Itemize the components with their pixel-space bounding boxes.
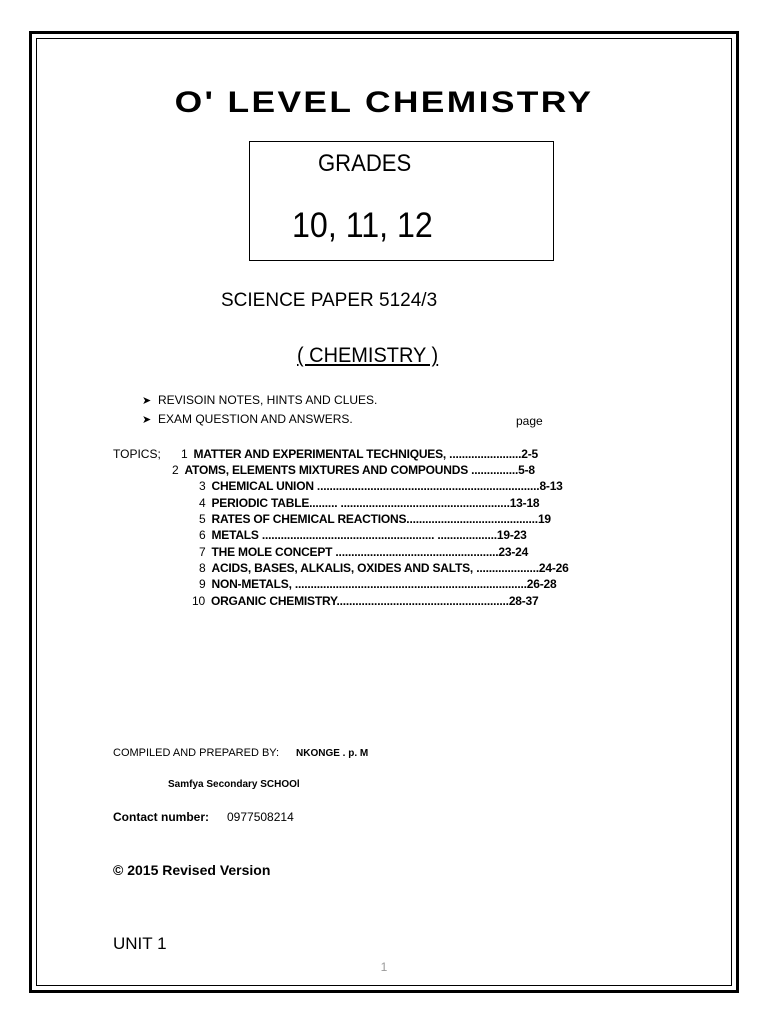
- topics-label: TOPICS;: [113, 447, 161, 461]
- grades-label: GRADES: [318, 150, 412, 177]
- toc-entry: 7 THE MOLE CONCEPT ....................................................23-24: [199, 545, 529, 559]
- toc-entry: 5 RATES OF CHEMICAL REACTIONS..........................................19: [199, 512, 551, 526]
- bullet-text: REVISOIN NOTES, HINTS AND CLUES.: [158, 393, 378, 407]
- document-title: O' LEVEL CHEMISTRY: [174, 86, 594, 119]
- contact-label: Contact number:: [113, 810, 209, 824]
- arrow-bullet-icon: ➤: [142, 414, 152, 426]
- toc-entry: 6 METALS ....................................................... ...................19-23: [199, 528, 527, 542]
- author-name: NKONGE . p. M: [296, 748, 369, 759]
- toc-entry: 9 NON-METALS, ..........................................................................26-28: [199, 577, 557, 591]
- paper-code: SCIENCE PAPER 5124/3: [221, 290, 438, 311]
- compiled-by-label: COMPILED AND PREPARED BY:: [113, 747, 280, 759]
- bullet-item: [142, 412, 353, 426]
- unit-heading: UNIT 1: [113, 934, 167, 953]
- grades-value: 10, 11, 12: [292, 206, 433, 245]
- toc-entry: 8 ACIDS, BASES, ALKALIS, OXIDES AND SALTS, ....................24-26: [199, 561, 569, 575]
- page-number: 1: [380, 960, 388, 974]
- toc-entry: 10 ORGANIC CHEMISTRY.......................................................28-37: [192, 594, 539, 608]
- school-name: Samfya Secondary SCHOOl: [168, 779, 300, 790]
- copyright-line: © 2015 Revised Version: [113, 862, 271, 878]
- toc-entry: 2 ATOMS, ELEMENTS MIXTURES AND COMPOUNDS ...............5-8: [172, 463, 535, 477]
- toc-entry: 1 MATTER AND EXPERIMENTAL TECHNIQUES, .......................2-5: [181, 447, 539, 461]
- bullet-item: [142, 393, 377, 407]
- toc-entry: 3 CHEMICAL UNION .......................................................................8-13: [199, 479, 563, 493]
- subject-heading: ( CHEMISTRY ): [297, 344, 439, 367]
- arrow-bullet-icon: ➤: [142, 395, 152, 407]
- toc-entry: 4 PERIODIC TABLE......... ......................................................13-18: [199, 496, 540, 510]
- page-column-label: page: [516, 414, 543, 428]
- bullet-text: EXAM QUESTION AND ANSWERS.: [158, 412, 353, 426]
- contact-number: 0977508214: [227, 810, 294, 824]
